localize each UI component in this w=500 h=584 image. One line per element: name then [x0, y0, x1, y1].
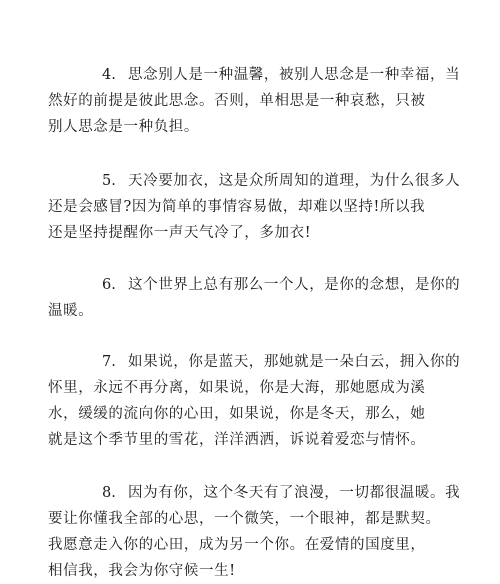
paragraph-line: 怀里，永远不再分离，如果说，你是大海，那她愿成为溪: [48, 380, 426, 396]
paragraph-5: [48, 168, 461, 246]
paragraph-line: 还是会感冒?因为简单的事情容易做，却难以坚持!所以我: [48, 199, 426, 215]
paragraph-7: [48, 349, 461, 453]
paragraph-number: 6.: [102, 277, 116, 293]
paragraph-number: 4.: [102, 67, 116, 83]
line-text: 天冷要加衣，这是众所周知的道理，为什么很多人: [128, 173, 461, 189]
paragraph-line: 水，缓缓的流向你的心田，如果说，你是冬天，那么，她: [48, 406, 426, 422]
line-text: 因为有你，这个冬天有了浪漫，一切都很温暖。我: [128, 485, 461, 501]
line-text: 思念别人是一种温馨，被别人思念是一种幸福，当: [128, 67, 461, 83]
paragraph-line: 要让你懂我全部的心思，一个微笑，一个眼神，都是默契。: [48, 511, 441, 527]
paragraph-line: 还是坚持提醒你一声天气冷了，多加衣!: [48, 225, 312, 241]
paragraph-line: [48, 168, 461, 194]
paragraph-8: [48, 480, 461, 584]
paragraph-number: 5.: [102, 173, 116, 189]
paragraph-line: 然好的前提是彼此思念。否则，单相思是一种哀愁，只被: [48, 93, 426, 109]
line-text: 这个世界上总有那么一个人，是你的念想，是你的: [128, 277, 461, 293]
paragraph-line: 相信我，我会为你守候一生!: [48, 563, 236, 579]
paragraph-line: 别人思念是一种负担。: [48, 119, 199, 135]
paragraph-line: 温暖。: [48, 303, 94, 319]
paragraph-line: [48, 349, 461, 375]
paragraph-4: [48, 62, 461, 140]
paragraph-6: [48, 272, 461, 324]
paragraph-number: 8.: [102, 485, 116, 501]
paragraph-line: 就是这个季节里的雪花，洋洋洒洒，诉说着爱恋与情怀。: [48, 432, 426, 448]
line-text: 如果说，你是蓝天，那她就是一朵白云，拥入你的: [128, 354, 461, 370]
paragraph-line: [48, 62, 461, 88]
paragraph-line: [48, 480, 461, 506]
paragraph-number: 7.: [102, 354, 116, 370]
paragraph-line: 我愿意走入你的心田，成为另一个你。在爱情的国度里，: [48, 537, 426, 553]
paragraph-line: [48, 272, 461, 298]
